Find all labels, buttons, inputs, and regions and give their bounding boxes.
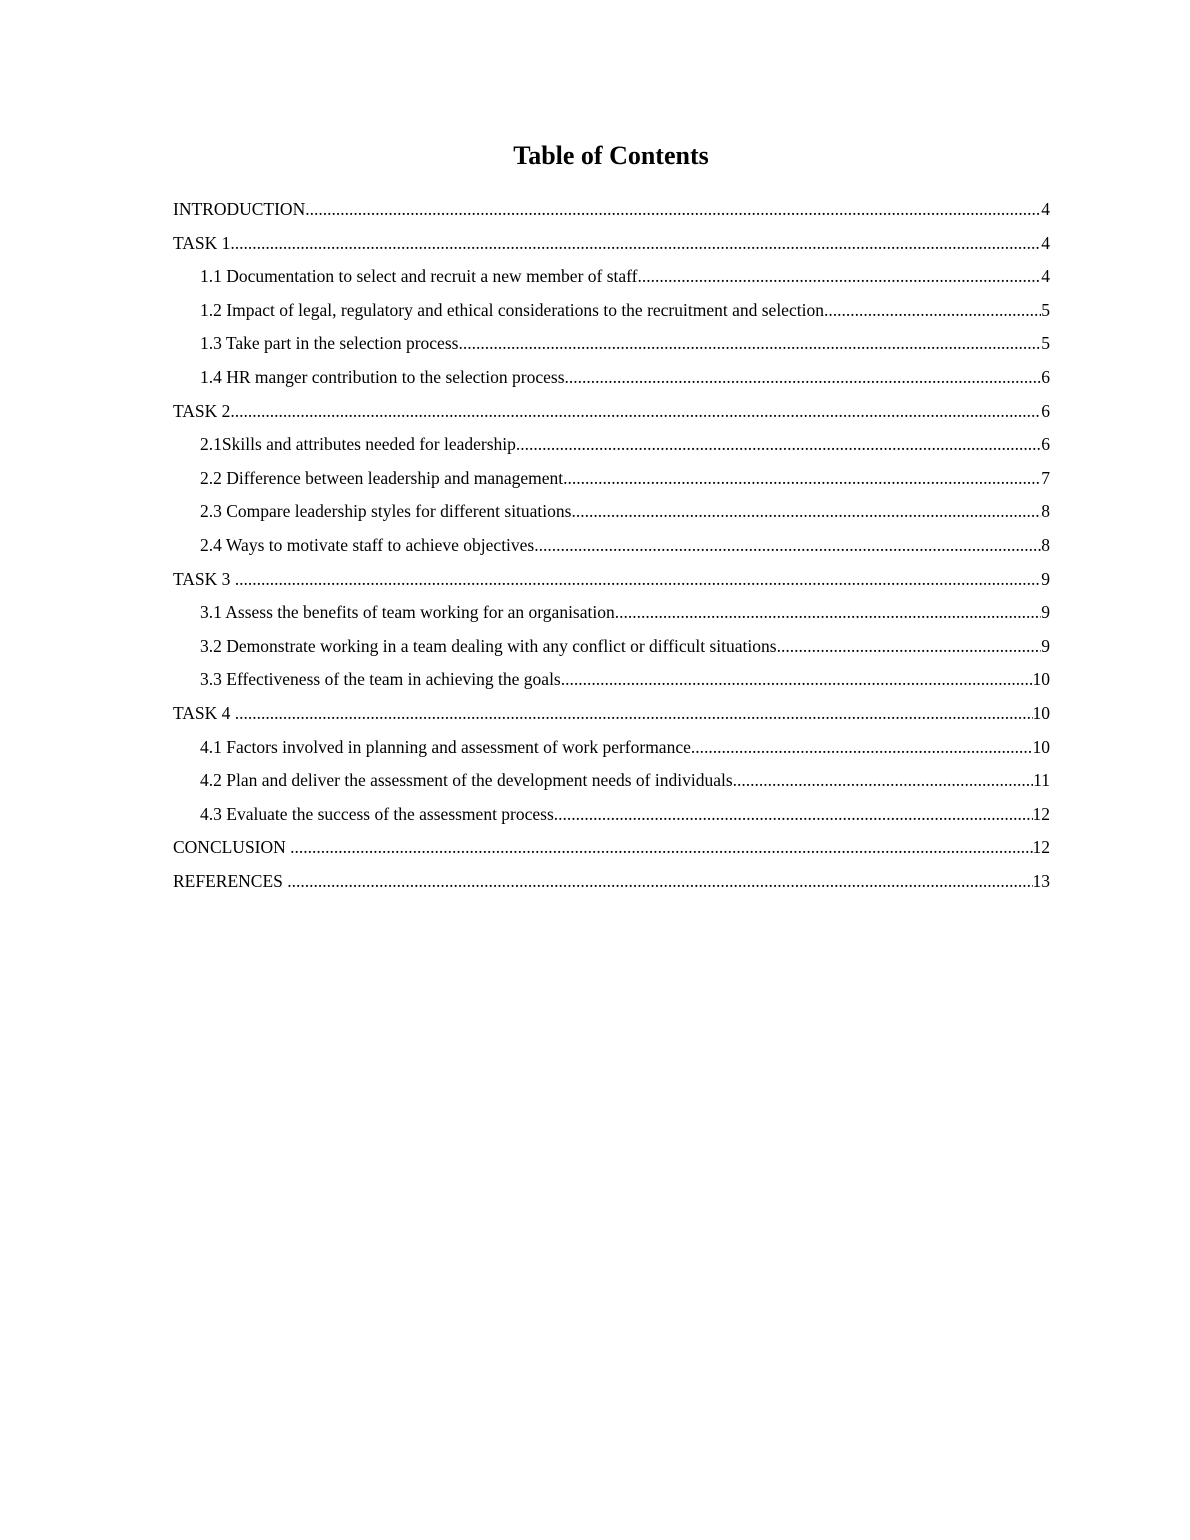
toc-entry-title: 4.3 Evaluate the success of the assessment process <box>200 803 554 824</box>
toc-entry-page: 10 <box>1032 702 1050 723</box>
toc-entry[interactable] <box>173 193 1050 227</box>
dot-leader <box>235 563 1041 597</box>
dot-leader <box>563 462 1041 496</box>
dot-leader <box>235 697 1033 731</box>
toc-entry[interactable] <box>173 798 1050 832</box>
toc-entry-page: 4 <box>1041 266 1050 287</box>
toc-entry[interactable] <box>173 697 1050 731</box>
toc-entry-page: 4 <box>1041 232 1050 253</box>
toc-entry-title: REFERENCES <box>173 870 288 891</box>
dot-leader <box>691 731 1033 765</box>
toc-entry[interactable] <box>173 294 1050 328</box>
toc-entry-page: 6 <box>1041 400 1050 421</box>
toc-entry-page: 6 <box>1041 366 1050 387</box>
dot-leader <box>305 193 1041 227</box>
toc-entry-title: 2.4 Ways to motivate staff to achieve objectives <box>200 534 535 555</box>
toc-entry-title: 2.3 Compare leadership styles for different situations <box>200 501 572 522</box>
toc-entry[interactable] <box>173 395 1050 429</box>
toc-entry[interactable] <box>173 596 1050 630</box>
dot-leader <box>534 529 1041 563</box>
dot-leader <box>554 798 1033 832</box>
toc-entry-page: 11 <box>1033 770 1050 791</box>
toc-entry-page: 8 <box>1041 501 1050 522</box>
toc-entry[interactable] <box>173 764 1050 798</box>
dot-leader <box>516 428 1041 462</box>
dot-leader <box>561 663 1033 697</box>
toc-entry-page: 8 <box>1041 534 1050 555</box>
toc-entry-title: 4.2 Plan and deliver the assessment of the development needs of individuals <box>200 770 733 791</box>
toc-entry-title: 3.2 Demonstrate working in a team dealing with any conflict or difficult situations <box>200 635 777 656</box>
toc-entry-page: 10 <box>1032 736 1050 757</box>
toc-entry-title: 2.2 Difference between leadership and management <box>200 467 564 488</box>
toc-entry[interactable] <box>173 495 1050 529</box>
dot-leader <box>230 227 1041 261</box>
dot-leader <box>777 630 1042 664</box>
toc-entry-page: 5 <box>1041 299 1050 320</box>
dot-leader <box>458 327 1041 361</box>
toc-entry-page: 5 <box>1041 333 1050 354</box>
page-title: Table of Contents <box>513 141 709 170</box>
toc-entry-page: 9 <box>1041 568 1050 589</box>
toc-entry-page: 12 <box>1032 803 1050 824</box>
toc-entry[interactable] <box>173 731 1050 765</box>
toc-entry-title: TASK 4 <box>173 702 235 723</box>
toc-list <box>173 193 1050 898</box>
toc-entry[interactable] <box>173 630 1050 664</box>
toc-entry[interactable] <box>173 327 1050 361</box>
toc-entry-title: 1.4 HR manger contribution to the selection process <box>200 366 565 387</box>
toc-entry-title: 1.1 Documentation to select and recruit a new member of staff <box>200 266 638 287</box>
toc-entry-title: TASK 3 <box>173 568 235 589</box>
toc-entry-title: 3.3 Effectiveness of the team in achieving the goals <box>200 669 561 690</box>
toc-entry-title: 1.2 Impact of legal, regulatory and ethical considerations to the recruitment and selection. <box>200 299 829 320</box>
toc-entry-page: 4 <box>1041 199 1050 219</box>
toc-entry[interactable] <box>173 663 1050 697</box>
toc-entry-page: 13 <box>1032 870 1050 891</box>
toc-entry-page: 9 <box>1041 635 1050 656</box>
toc-entry-title: 2.1Skills and attributes needed for leadership <box>200 434 516 455</box>
toc-entry-page: 7 <box>1041 467 1050 488</box>
toc-entry-title: TASK 2 <box>173 400 231 421</box>
dot-leader <box>571 495 1041 529</box>
toc-entry-page: 6 <box>1041 434 1050 455</box>
toc-entry[interactable] <box>173 462 1050 496</box>
toc-entry[interactable] <box>173 563 1050 597</box>
toc-entry[interactable] <box>173 227 1050 261</box>
toc-entry-page: 10 <box>1032 669 1050 690</box>
toc-entry-page: 9 <box>1041 602 1050 623</box>
dot-leader <box>287 865 1032 899</box>
toc-entry[interactable] <box>173 865 1050 899</box>
dot-leader <box>615 596 1042 630</box>
toc-entry-title: CONCLUSION <box>173 837 291 858</box>
dot-leader <box>230 395 1041 429</box>
toc-entry[interactable] <box>173 260 1050 294</box>
toc-entry-title: TASK 1 <box>173 232 231 253</box>
toc-entry-title: 1.3 Take part in the selection process <box>200 333 459 354</box>
toc-entry[interactable] <box>173 361 1050 395</box>
toc-entry[interactable] <box>173 529 1050 563</box>
toc-entry-page: 12 <box>1032 837 1050 858</box>
dot-leader <box>290 831 1032 865</box>
toc-entry[interactable] <box>173 831 1050 865</box>
dot-leader <box>565 361 1042 395</box>
toc-entry-title: 3.1 Assess the benefits of team working for an organisation <box>200 602 615 623</box>
dot-leader <box>733 764 1033 798</box>
toc-entry-title: INTRODUCTION <box>173 199 306 219</box>
toc-entry[interactable] <box>173 428 1050 462</box>
dot-leader <box>828 294 1041 328</box>
toc-entry-title: 4.1 Factors involved in planning and assessment of work performance <box>200 736 691 757</box>
dot-leader <box>638 260 1042 294</box>
